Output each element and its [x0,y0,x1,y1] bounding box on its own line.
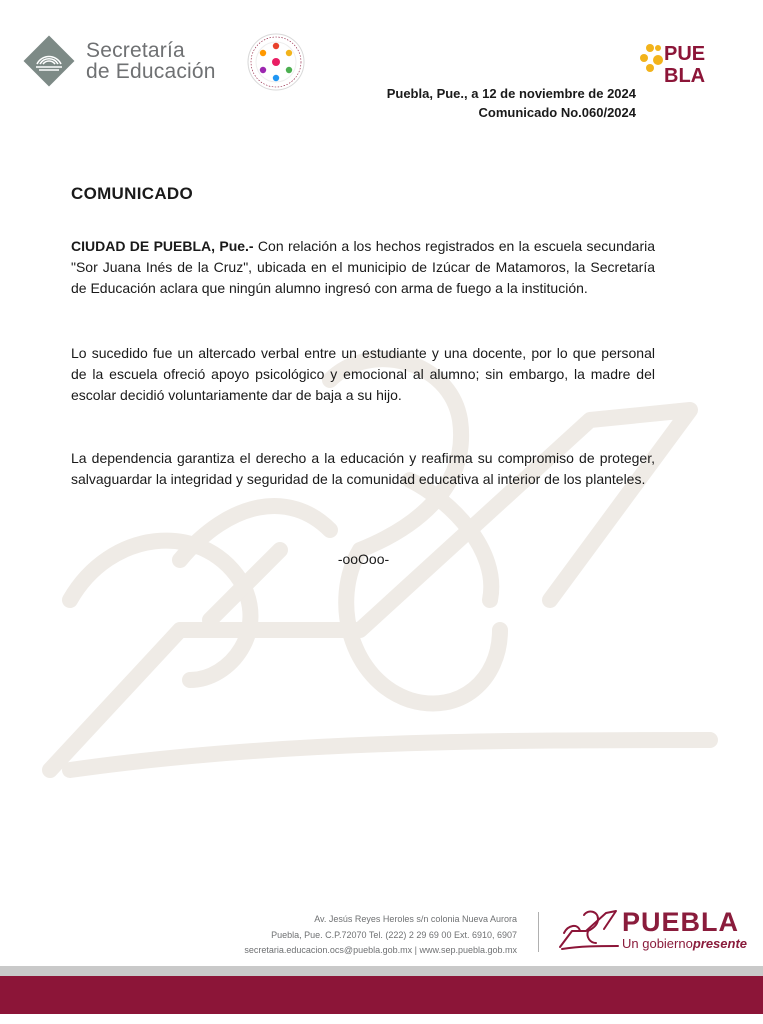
department-logo [22,34,216,88]
document-title: COMUNICADO [71,184,193,203]
footer-brand-word: PUEBLA [622,907,740,937]
footer-band-gray [0,966,763,976]
equality-seal-icon [246,32,306,92]
slogan-emphasis: presente [692,936,748,951]
footer-address [244,912,517,959]
issue-date: Puebla, Pue., a 12 de noviembre de 2024 [386,86,636,101]
footer-brand [556,905,748,956]
paragraph-1-text: Con relación a los hechos registrados en la escuela secundaria "Sor Juana Inés de la Cruz", ubicada en el municipio de Izúcar de Matamoros, la Secretaría de Educación aclara que ningún alumno ingresó con arma de fuego a la institución. [71,238,656,296]
footer-slogan [622,936,747,951]
address-line-3: secretaria.educacion.ocs@puebla.gob.mx | www.sep.puebla.gob.mx [244,945,517,955]
paragraph-1 [71,236,655,299]
paragraph-2: Lo sucedido fue un altercado verbal entre un estudiante y una docente, por lo que personal de la escuela ofreció apoyo psicológico y emocional al alumno; sin embargo, la madre del escolar decidió voluntariamente dar de baja a su hijo. [71,345,655,403]
address-line-1: Av. Jesús Reyes Heroles s/n colonia Nueva Aurora [314,914,517,924]
communique-number: Comunicado No.060/2024 [478,105,636,120]
footer-band-wine [0,976,763,1014]
puebla-emblem-icon [556,905,620,951]
department-emblem-icon [22,34,76,88]
department-name-line1: Secretaría [86,39,185,62]
address-line-2: Puebla, Pue. C.P.72070 Tel. (222) 2 29 69 00 Ext. 6910, 6907 [271,929,517,940]
paragraph-lead-location: CIUDAD DE PUEBLA, Pue.- [71,238,254,254]
puebla-brand-logo [640,40,722,90]
svg-text:PUE: PUE [664,43,706,65]
paragraph-3: La dependencia garantiza el derecho a la educación y reafirma su compromiso de proteger, salvaguardar la integridad y seguridad de la comunidad educativa al interior de los planteles. [71,450,655,487]
department-name-line2: de Educación [86,60,216,83]
slogan-start: Un gobierno [622,936,693,951]
svg-text:BLA: BLA [664,65,706,87]
closing-mark: -ooOoo- [337,551,390,567]
footer-divider [538,912,539,952]
